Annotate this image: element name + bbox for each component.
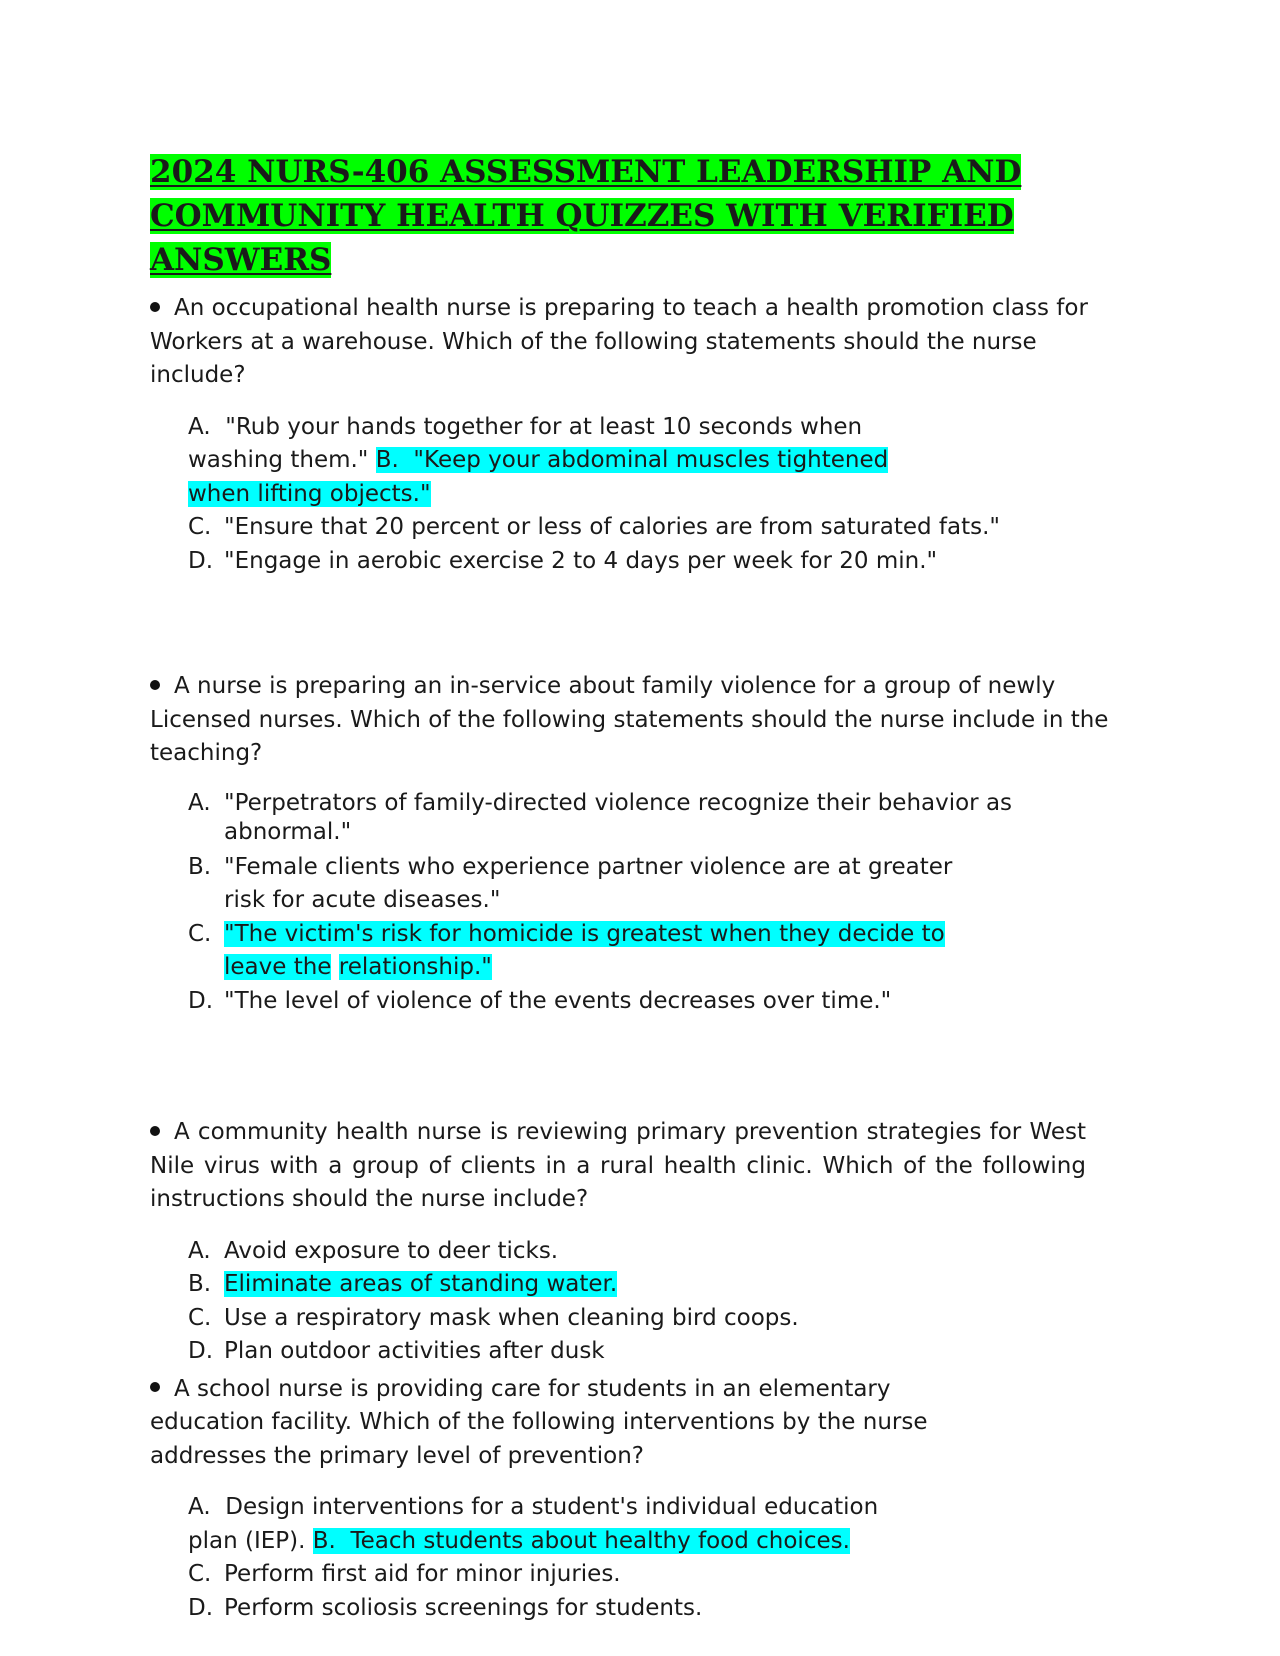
- answer-option-2c: [188, 918, 1004, 985]
- question-stem-text: A nurse is preparing an in-service about family violence for a group of newly Licensed nurses. Which of the following statements should the nurse include in the teaching?: [150, 673, 1109, 766]
- question-stem-3: [150, 1116, 1086, 1217]
- bullet-icon: [150, 1382, 160, 1392]
- option-letter: A.: [188, 1494, 211, 1520]
- answer-options-1-cont: [188, 511, 1110, 578]
- option-letter: D.: [188, 547, 214, 574]
- document-title: [150, 150, 1110, 282]
- option-text: "Female clients who experience partner violence are at greater risk for acute diseases.": [224, 853, 953, 913]
- option-letter: A.: [188, 413, 211, 440]
- answer-option-1a-1b: [188, 411, 948, 512]
- option-letter: B.: [188, 1271, 212, 1297]
- bullet-icon: [150, 680, 160, 690]
- option-text: "Ensure that 20 percent or less of calories are from saturated fats.": [224, 514, 1001, 540]
- bullet-icon: [150, 1126, 160, 1136]
- question-block-3: [150, 1116, 1110, 1369]
- answer-options-4: [188, 1491, 928, 1558]
- option-text: Avoid exposure to deer ticks.: [224, 1237, 559, 1264]
- answer-option-2d: [188, 985, 1048, 1019]
- option-text: "The level of violence of the events decreases over time.": [224, 987, 892, 1014]
- option-text: Plan outdoor activities after dusk: [224, 1338, 605, 1364]
- answer-option-3d: [188, 1335, 1110, 1369]
- option-letter: C.: [188, 514, 212, 540]
- answer-option-4d: [188, 1592, 1110, 1626]
- question-block-2: [150, 670, 1110, 1018]
- option-text: "Keep your abdominal muscles tightened when lifting objects.": [188, 447, 889, 507]
- spacer: [150, 1018, 1110, 1116]
- correct-answer-highlight: "The victim's risk for homicide is greatest when they decide to leave the: [224, 920, 945, 980]
- answer-option-4c: [188, 1558, 1110, 1592]
- option-text: "Perpetrators of family-directed violence recognize their behavior as abnormal.": [224, 789, 1013, 845]
- correct-answer-highlight: [313, 1528, 850, 1554]
- option-letter: A.: [188, 789, 211, 816]
- document-title-text: 2024 NURS-406 ASSESSMENT LEADERSHIP AND COMMUNITY HEALTH QUIZZES WITH VERIFIED ANSWERS: [150, 154, 1022, 278]
- option-text: Perform scoliosis screenings for students.: [224, 1594, 703, 1621]
- answer-options-4-cont: [188, 1558, 1110, 1625]
- question-stem-4: [150, 1373, 1010, 1474]
- answer-option-1c: [188, 511, 1110, 545]
- answer-option-1d: [188, 545, 1110, 579]
- option-text: Teach students about healthy food choices.: [350, 1527, 850, 1554]
- option-text: "Rub your hands together for at least 10 seconds when washing them.": [188, 413, 863, 473]
- question-stem-text: A community health nurse is reviewing primary prevention strategies for West Nile virus with a group of clients in a rural health clinic. Which of the following instructions should the nurse include?: [150, 1119, 1086, 1212]
- option-text: Use a respiratory mask when cleaning bird coops.: [224, 1304, 799, 1331]
- correct-answer-highlight-cont: relationship.": [338, 954, 492, 980]
- question-block-4: [150, 1373, 1110, 1626]
- spacer: [150, 578, 1110, 670]
- answer-options-1: [188, 411, 948, 512]
- document-page: [150, 150, 1110, 1625]
- option-letter: B.: [312, 1527, 336, 1554]
- option-letter: D.: [188, 1594, 214, 1621]
- answer-option-2a: [188, 789, 1048, 851]
- option-letter: B.: [188, 853, 212, 880]
- bullet-icon: [150, 302, 160, 312]
- answer-options-2: [188, 789, 1048, 1019]
- option-text: Design interventions for a student's individual education plan (IEP).: [188, 1494, 879, 1554]
- question-stem-text: An occupational health nurse is preparing to teach a health promotion class for Workers at a warehouse. Which of the following statements should the nurse include?: [150, 295, 1088, 388]
- option-text: Perform first aid for minor injuries.: [224, 1561, 621, 1587]
- option-letter: C.: [188, 920, 212, 947]
- question-stem-1: [150, 292, 1110, 393]
- option-letter: D.: [188, 1338, 214, 1364]
- option-text: "Engage in aerobic exercise 2 to 4 days per week for 20 min.": [224, 547, 938, 574]
- option-letter: D.: [188, 987, 214, 1014]
- answer-option-2b: [188, 851, 984, 918]
- question-block-1: [150, 292, 1110, 578]
- answer-options-3: [188, 1235, 1110, 1369]
- option-letter: B.: [375, 447, 399, 473]
- answer-option-3c: [188, 1302, 1110, 1336]
- correct-answer-highlight: Eliminate areas of standing water.: [224, 1271, 618, 1297]
- answer-option-3a: [188, 1235, 1110, 1269]
- option-letter: C.: [188, 1304, 212, 1331]
- answer-option-4a-4b: [188, 1491, 928, 1558]
- answer-option-3b: [188, 1268, 1110, 1302]
- option-letter: C.: [188, 1561, 212, 1587]
- question-stem-text: A school nurse is providing care for students in an elementary education facility. Which of the following interventions by the nurse addresses the primary level of prevention?: [150, 1375, 928, 1469]
- question-stem-2: [150, 670, 1110, 771]
- option-letter: A.: [188, 1237, 211, 1264]
